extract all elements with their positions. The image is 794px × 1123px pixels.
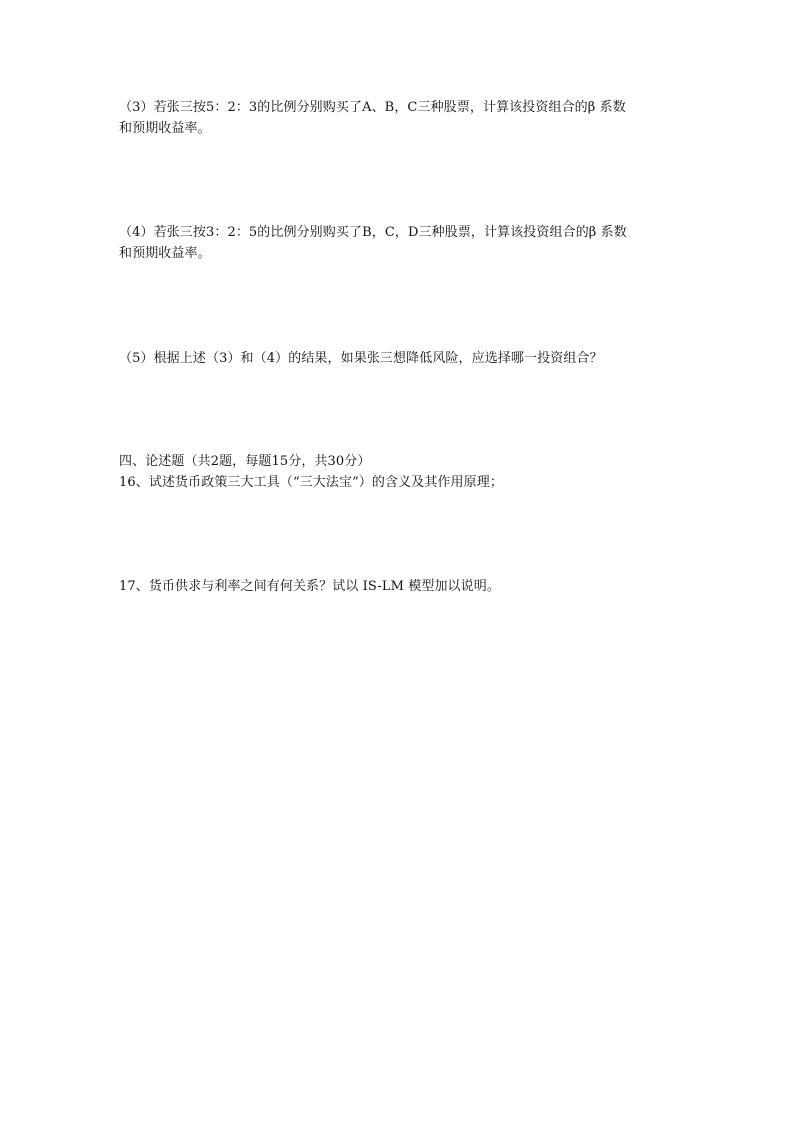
question-16: 16、试述货币政策三大工具（“三大法宝”）的含义及其作用原理； xyxy=(119,475,503,490)
question-4-line-1: （4）若张三按3：2：5的比例分别购买了B，C，D三种股票，计算该投资组合的β 系数 xyxy=(119,225,627,240)
question-4-line-2: 和预期收益率。 xyxy=(119,246,211,261)
section-4-heading: 四、论述题（共2题，每题15分，共30分） xyxy=(119,454,371,469)
question-3-line-1: （3）若张三按5：2：3的比例分别购买了A、B，C三种股票，计算该投资组合的β 系数 xyxy=(119,100,626,115)
question-3-line-2: 和预期收益率。 xyxy=(119,121,211,136)
question-5: （5）根据上述（3）和（4）的结果，如果张三想降低风险，应选择哪一投资组合？ xyxy=(119,351,603,366)
question-17: 17、货币供求与利率之间有何关系？试以 IS-LM 模型加以说明。 xyxy=(119,579,500,594)
